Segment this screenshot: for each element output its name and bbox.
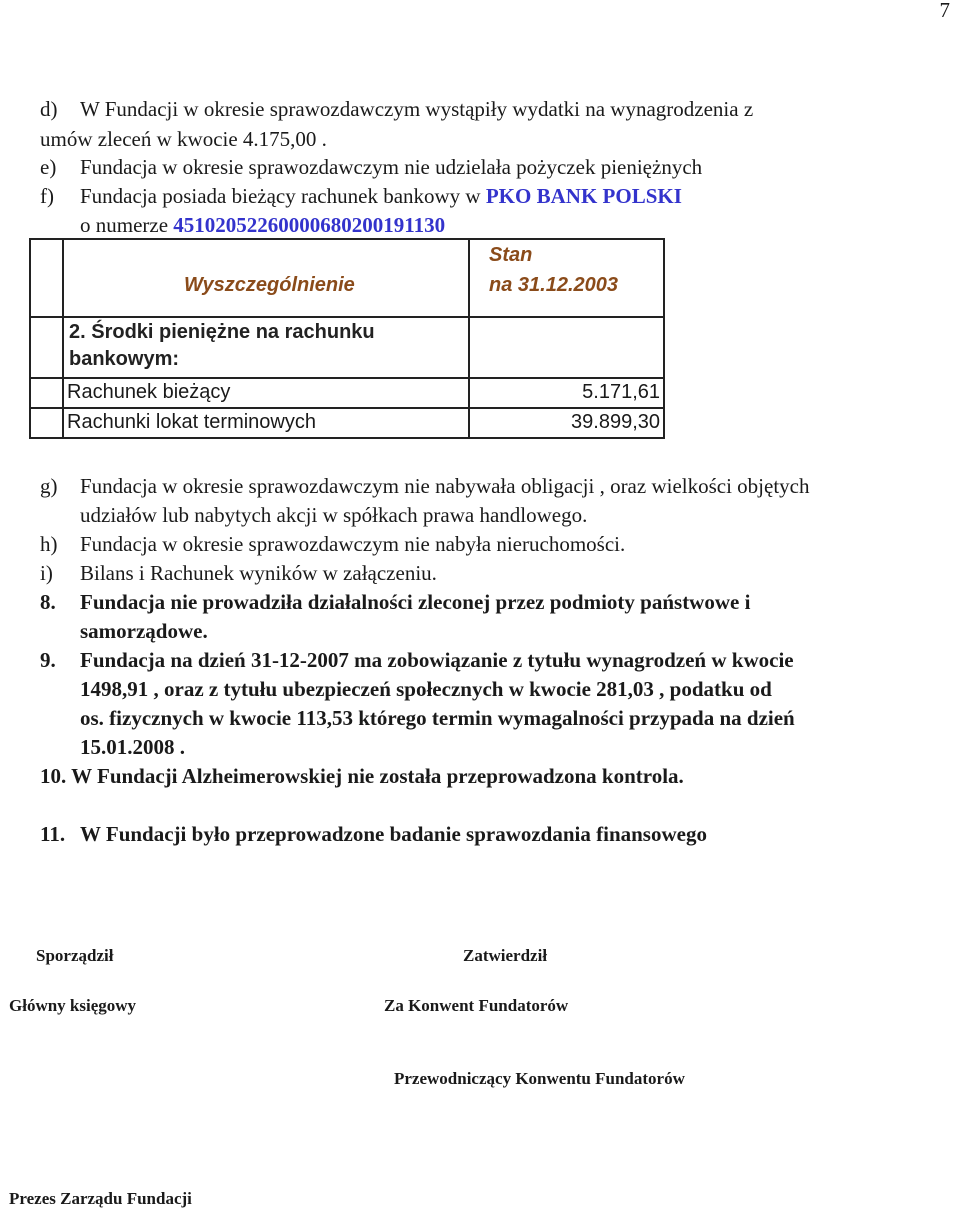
row-current-account-value: 5.171,61 bbox=[582, 381, 660, 403]
item-g-marker: g) bbox=[40, 474, 58, 498]
item-f-marker: f) bbox=[40, 184, 54, 208]
table-row-divider bbox=[29, 407, 665, 409]
point-11-number: 11. bbox=[40, 822, 66, 846]
signature-prepared: Sporządził bbox=[36, 946, 114, 965]
item-h-text: Fundacja w okresie sprawozdawczym nie nabyła nieruchomości. bbox=[80, 532, 626, 556]
item-f-line1 bbox=[80, 184, 682, 209]
point-9-line2: 1498,91 , oraz z tytułu ubezpieczeń społecznych w kwocie 281,03 , podatku od bbox=[80, 677, 772, 701]
item-i-text: Bilans i Rachunek wyników w załączeniu. bbox=[80, 561, 437, 585]
row-term-deposits-label: Rachunki lokat terminowych bbox=[67, 411, 316, 433]
item-d-line1: W Fundacji w okresie sprawozdawczym wystąpiły wydatki na wynagrodzenia z bbox=[80, 97, 754, 121]
account-prefix: o numerze bbox=[80, 213, 174, 237]
item-f-text: Fundacja posiada bieżący rachunek bankowy w bbox=[80, 184, 486, 208]
point-9-line1: Fundacja na dzień 31-12-2007 ma zobowiązanie z tytułu wynagrodzeń w kwocie bbox=[80, 648, 794, 672]
section-label-line2: bankowym: bbox=[69, 348, 180, 370]
bank-name: PKO BANK POLSKI bbox=[485, 184, 682, 208]
account-number: 45102052260000680200191130 bbox=[173, 213, 446, 237]
item-g-line1: Fundacja w okresie sprawozdawczym nie nabywała obligacji , oraz wielkości objętych bbox=[80, 474, 810, 498]
point-9-line4: 15.01.2008 . bbox=[80, 735, 185, 759]
signature-chief-accountant: Główny księgowy bbox=[9, 996, 137, 1015]
table-section-divider bbox=[29, 377, 665, 379]
item-d-marker: d) bbox=[40, 97, 58, 121]
signature-approved: Zatwierdził bbox=[463, 946, 548, 965]
item-e-text: Fundacja w okresie sprawozdawczym nie udzielała pożyczek pieniężnych bbox=[80, 155, 703, 179]
point-9-line3: os. fizycznych w kwocie 113,53 którego termin wymagalności przypada na dzień bbox=[80, 706, 795, 730]
signature-council-chair: Przewodniczący Konwentu Fundatorów bbox=[394, 1069, 685, 1088]
table-border-top bbox=[29, 238, 665, 240]
row-current-account-label: Rachunek bieżący bbox=[67, 381, 231, 403]
header-state-line2: na 31.12.2003 bbox=[489, 274, 618, 296]
point-10-text: 10. W Fundacji Alzheimerowskiej nie została przeprowadzona kontrola. bbox=[40, 764, 684, 788]
row-term-deposits-value: 39.899,30 bbox=[571, 411, 660, 433]
item-d-line2: umów zleceń w kwocie 4.175,00 . bbox=[40, 127, 327, 151]
signature-board-president: Prezes Zarządu Fundacji bbox=[9, 1189, 192, 1208]
point-8-number: 8. bbox=[40, 590, 56, 614]
table-border-bottom bbox=[29, 437, 665, 439]
item-i-marker: i) bbox=[40, 561, 53, 585]
point-8-line2: samorządowe. bbox=[80, 619, 208, 643]
item-h-marker: h) bbox=[40, 532, 58, 556]
point-8-line1: Fundacja nie prowadziła działalności zleconej przez podmioty państwowe i bbox=[80, 590, 751, 614]
item-f-line2 bbox=[80, 213, 445, 238]
header-state-line1: Stan bbox=[489, 244, 533, 266]
section-label-line1: 2. Środki pieniężne na rachunku bbox=[69, 321, 375, 343]
signature-for-council: Za Konwent Fundatorów bbox=[384, 996, 569, 1015]
point-9-number: 9. bbox=[40, 648, 56, 672]
item-e-marker: e) bbox=[40, 155, 57, 179]
item-g-line2: udziałów lub nabytych akcji w spółkach prawa handlowego. bbox=[80, 503, 588, 527]
table-header-divider bbox=[29, 316, 665, 318]
header-description: Wyszczególnienie bbox=[184, 274, 355, 296]
balance-table bbox=[29, 238, 665, 439]
page-number: 7 bbox=[939, 0, 950, 22]
point-11-text: W Fundacji było przeprowadzone badanie sprawozdania finansowego bbox=[80, 822, 707, 846]
